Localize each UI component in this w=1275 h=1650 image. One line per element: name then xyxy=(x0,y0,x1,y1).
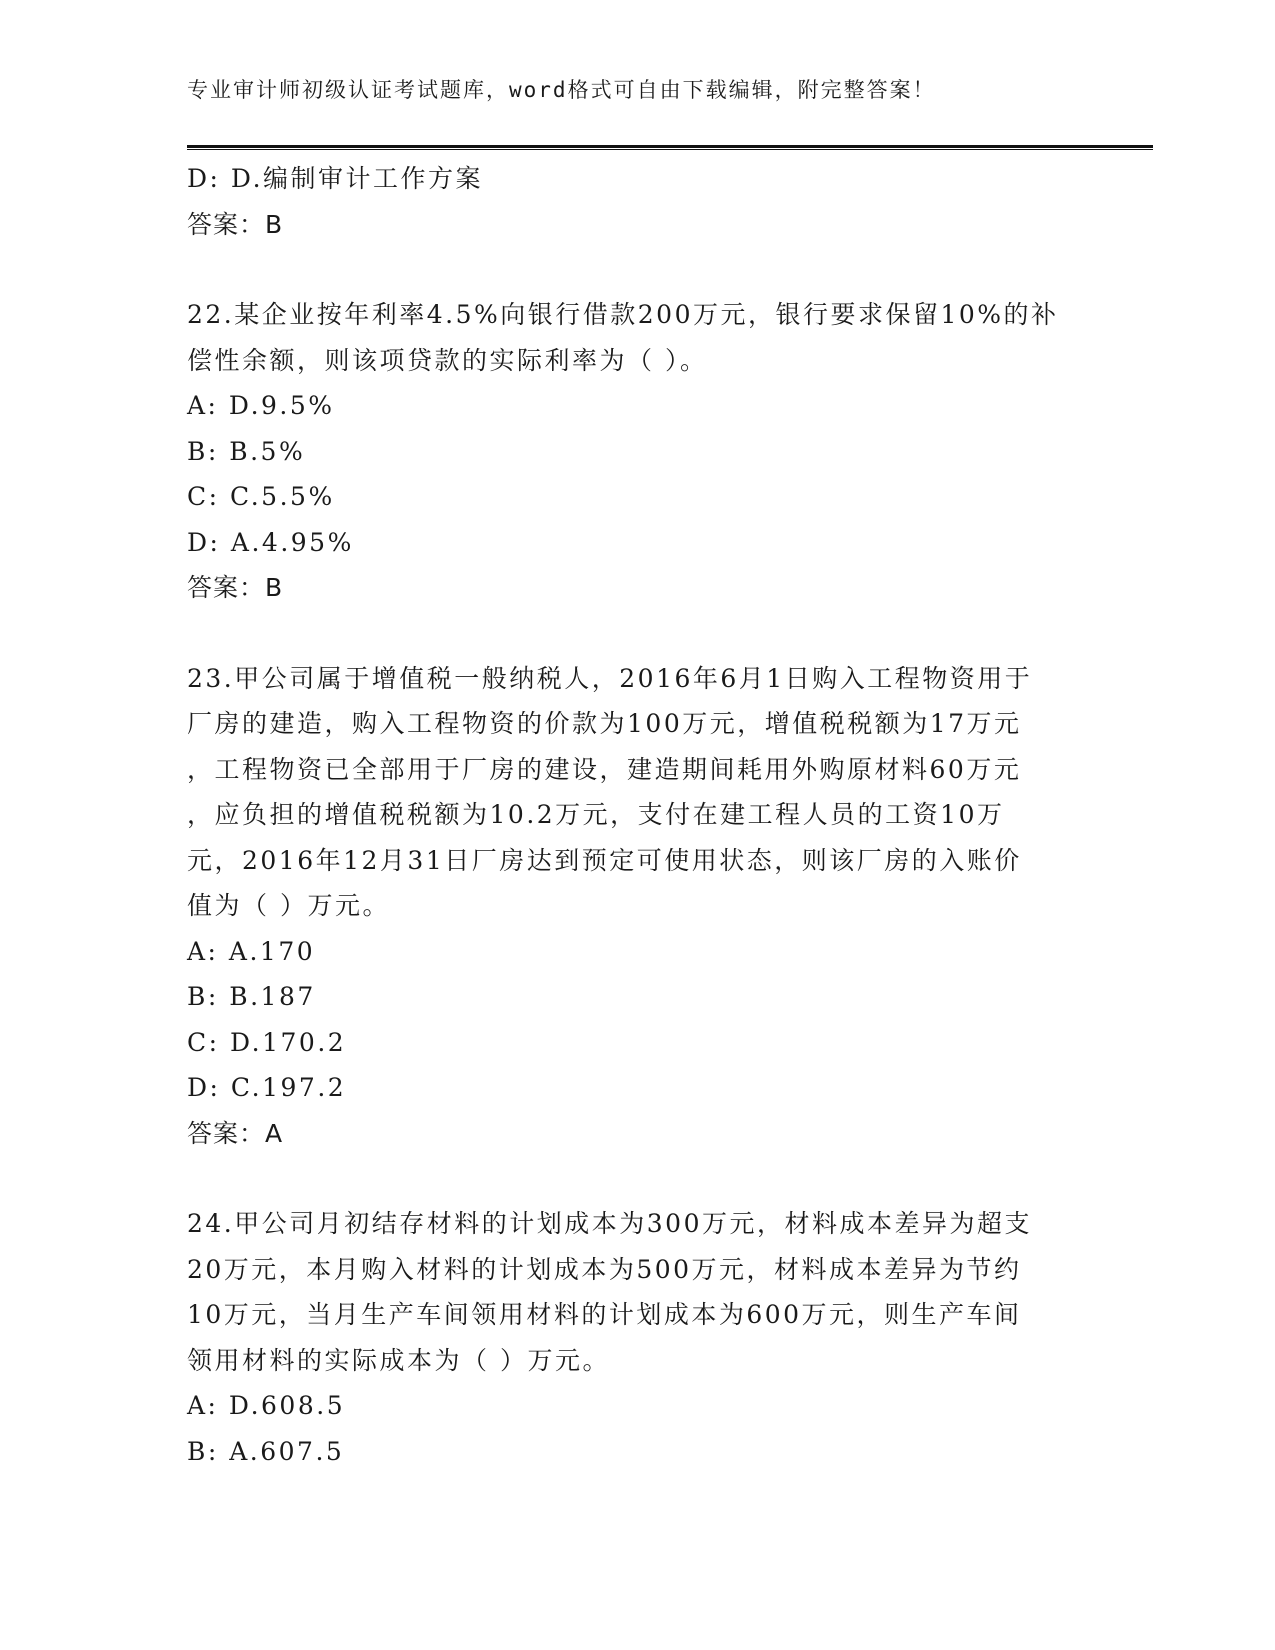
question-text: 元，2016年12月31日厂房达到预定可使用状态，则该厂房的入账价 xyxy=(187,845,1022,875)
question-text: ，工程物资已全部用于厂房的建设，建造期间耗用外购原材料60万元 xyxy=(187,754,1022,784)
option-line: B: A.607.5 xyxy=(187,1436,345,1466)
header-divider xyxy=(187,145,1153,150)
question-text: 23.甲公司属于增值税一般纳税人，2016年6月1日购入工程物资用于 xyxy=(187,663,1033,693)
question-text: 20万元，本月购入材料的计划成本为500万元，材料成本差异为节约 xyxy=(187,1254,1022,1284)
option-line: B: B.5% xyxy=(187,436,306,466)
question-text: 厂房的建造，购入工程物资的价款为100万元，增值税税额为17万元 xyxy=(187,709,1022,738)
option-line: C: D.170.2 xyxy=(187,1027,347,1057)
answer-line: 答案：B xyxy=(187,209,284,239)
option-line: B: B.187 xyxy=(187,982,316,1011)
question-block xyxy=(187,156,1087,247)
option-line: D: A.4.95% xyxy=(187,527,354,557)
answer-line: 答案：B xyxy=(187,573,284,602)
answer-line: 答案：A xyxy=(187,1118,284,1148)
option-line: C: C.5.5% xyxy=(187,482,335,511)
spacer xyxy=(187,611,1087,656)
question-list xyxy=(187,156,1087,1474)
question-block xyxy=(187,656,1087,1157)
option-line: A: A.170 xyxy=(187,936,316,966)
option-line: A: D.9.5% xyxy=(187,391,335,420)
question-text: 领用材料的实际成本为（ ）万元。 xyxy=(187,1345,610,1375)
option-line: A: D.608.5 xyxy=(187,1391,346,1420)
question-text: 偿性余额，则该项贷款的实际利率为（ ）。 xyxy=(187,345,708,375)
spacer xyxy=(187,1156,1087,1201)
option-line: D: D.编制审计工作方案 xyxy=(187,164,484,193)
question-text: 10万元，当月生产车间领用材料的计划成本为600万元，则生产车间 xyxy=(187,1300,1022,1329)
question-block xyxy=(187,1201,1087,1474)
question-text: ，应负担的增值税税额为10.2万元，支付在建工程人员的工资10万 xyxy=(187,800,1005,829)
spacer xyxy=(187,247,1087,292)
question-text: 24.甲公司月初结存材料的计划成本为300万元，材料成本差异为超支 xyxy=(187,1209,1032,1238)
page-header: 专业审计师初级认证考试题库，word格式可自由下载编辑，附完整答案！ xyxy=(187,78,936,102)
option-line: D: C.197.2 xyxy=(187,1073,347,1102)
question-block xyxy=(187,292,1087,611)
question-text: 22.某企业按年利率4.5%向银行借款200万元，银行要求保留10%的补 xyxy=(187,300,1059,329)
question-text: 值为（ ）万元。 xyxy=(187,891,390,920)
